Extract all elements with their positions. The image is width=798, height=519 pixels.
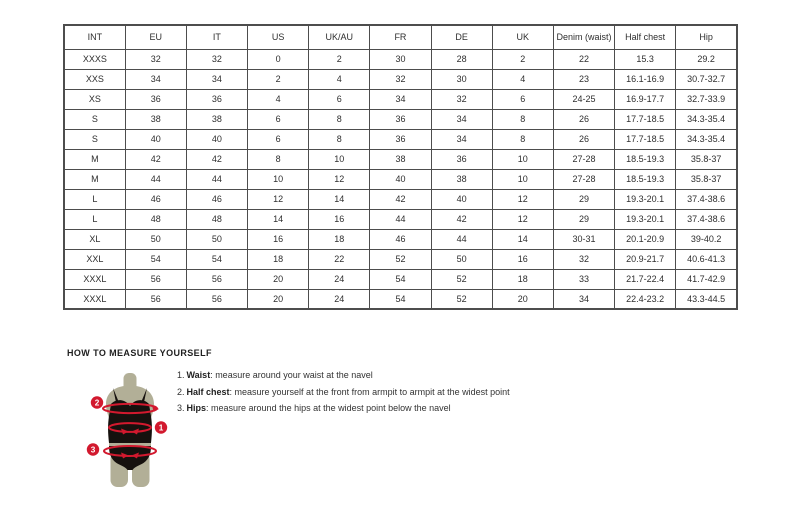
size-cell: 54 — [370, 289, 431, 309]
size-cell: 36 — [370, 129, 431, 149]
size-cell: 18 — [492, 269, 553, 289]
instruction-text: : measure yourself at the front from armpit to armpit at the widest point — [229, 386, 510, 397]
size-cell: 16.9-17.7 — [615, 89, 676, 109]
size-cell: 18.5-19.3 — [615, 149, 676, 169]
size-cell: 32 — [431, 89, 492, 109]
size-cell: 44 — [125, 169, 186, 189]
size-row — [64, 109, 737, 129]
size-cell: 46 — [186, 189, 247, 209]
column-header: Denim (waist) — [553, 25, 614, 49]
size-cell: 40.6-41.3 — [676, 249, 737, 269]
size-cell: 8 — [309, 129, 370, 149]
size-cell: 29 — [553, 209, 614, 229]
size-cell: 26 — [553, 109, 614, 129]
size-cell: 30-31 — [553, 229, 614, 249]
size-chart-table — [63, 24, 738, 310]
size-cell: 44 — [186, 169, 247, 189]
size-cell: L — [64, 189, 125, 209]
size-row — [64, 269, 737, 289]
size-cell: 56 — [125, 269, 186, 289]
size-cell: 0 — [248, 49, 309, 69]
size-cell: 6 — [248, 109, 309, 129]
size-cell: 52 — [431, 269, 492, 289]
size-cell: 52 — [431, 289, 492, 309]
size-cell: S — [64, 129, 125, 149]
size-cell: 30 — [431, 69, 492, 89]
size-cell: 42 — [186, 149, 247, 169]
size-cell: 23 — [553, 69, 614, 89]
size-cell: 46 — [125, 189, 186, 209]
size-cell: 6 — [492, 89, 553, 109]
size-chart-body — [64, 49, 737, 309]
measure-instructions-list — [177, 370, 597, 420]
instruction-term: Waist — [186, 370, 211, 380]
size-cell: 16 — [492, 249, 553, 269]
size-cell: 54 — [186, 249, 247, 269]
size-cell: 52 — [370, 249, 431, 269]
size-cell: 18 — [309, 229, 370, 249]
size-cell: 18.5-19.3 — [615, 169, 676, 189]
instruction-text: : measure around the hips at the widest point below the navel — [206, 403, 451, 413]
size-cell: 15.3 — [615, 49, 676, 69]
size-cell: 34 — [431, 129, 492, 149]
size-cell: 29.2 — [676, 49, 737, 69]
instruction-term: Hips — [186, 403, 207, 413]
size-cell: 43.3-44.5 — [676, 289, 737, 309]
size-cell: 33 — [553, 269, 614, 289]
size-cell: 12 — [492, 209, 553, 229]
size-cell: 4 — [309, 69, 370, 89]
size-row — [64, 149, 737, 169]
column-header: INT — [64, 25, 125, 49]
size-chart-header — [64, 25, 737, 49]
size-cell: 32.7-33.9 — [676, 89, 737, 109]
size-cell: 22 — [553, 49, 614, 69]
measurement-figure — [83, 370, 183, 496]
size-cell: 4 — [492, 69, 553, 89]
size-cell: 12 — [309, 169, 370, 189]
size-cell: 19.3-20.1 — [615, 209, 676, 229]
column-header: UK/AU — [309, 25, 370, 49]
instruction-number: 2. — [177, 386, 185, 397]
size-cell: 2 — [248, 69, 309, 89]
size-cell: 2 — [309, 49, 370, 69]
size-cell: 12 — [492, 189, 553, 209]
chest-badge-number: 2 — [94, 398, 100, 408]
size-cell: 34 — [431, 109, 492, 129]
column-header: FR — [370, 25, 431, 49]
size-cell: 54 — [370, 269, 431, 289]
instruction-number: 3. — [177, 403, 185, 413]
size-cell: 16 — [248, 229, 309, 249]
size-cell: 32 — [370, 69, 431, 89]
size-cell: XXL — [64, 249, 125, 269]
size-cell: 14 — [309, 189, 370, 209]
size-cell: 41.7-42.9 — [676, 269, 737, 289]
size-cell: 17.7-18.5 — [615, 129, 676, 149]
size-cell: 32 — [553, 249, 614, 269]
column-header: Half chest — [615, 25, 676, 49]
size-cell: 50 — [125, 229, 186, 249]
size-cell: XS — [64, 89, 125, 109]
column-header: EU — [125, 25, 186, 49]
size-cell: 21.7-22.4 — [615, 269, 676, 289]
size-cell: 50 — [186, 229, 247, 249]
size-cell: 42 — [431, 209, 492, 229]
size-cell: 48 — [186, 209, 247, 229]
size-cell: 34.3-35.4 — [676, 109, 737, 129]
size-cell: 35.8-37 — [676, 149, 737, 169]
hips-badge-number: 3 — [90, 445, 96, 455]
size-cell: 39-40.2 — [676, 229, 737, 249]
size-cell: 20 — [248, 269, 309, 289]
measure-guide-heading: HOW TO MEASURE YOURSELF — [67, 348, 212, 358]
size-cell: 30 — [370, 49, 431, 69]
mannequin-illustration — [83, 370, 183, 496]
size-cell: 10 — [492, 149, 553, 169]
size-cell: 22.4-23.2 — [615, 289, 676, 309]
size-cell: 10 — [492, 169, 553, 189]
size-cell: 32 — [186, 49, 247, 69]
size-cell: M — [64, 169, 125, 189]
size-cell: 22 — [309, 249, 370, 269]
size-cell: 42 — [370, 189, 431, 209]
size-cell: 10 — [309, 149, 370, 169]
size-cell: 6 — [309, 89, 370, 109]
size-cell: 56 — [186, 269, 247, 289]
size-row — [64, 49, 737, 69]
column-header: IT — [186, 25, 247, 49]
size-cell: 14 — [492, 229, 553, 249]
size-cell: 2 — [492, 49, 553, 69]
column-header: DE — [431, 25, 492, 49]
measure-instruction-hips — [177, 403, 597, 413]
size-cell: 42 — [125, 149, 186, 169]
size-cell: 24 — [309, 269, 370, 289]
size-cell: M — [64, 149, 125, 169]
size-cell: 26 — [553, 129, 614, 149]
size-cell: XXXL — [64, 289, 125, 309]
size-cell: 8 — [492, 109, 553, 129]
size-cell: 17.7-18.5 — [615, 109, 676, 129]
size-row — [64, 209, 737, 229]
size-cell: 38 — [370, 149, 431, 169]
instruction-term: Half chest — [186, 386, 230, 397]
size-cell: 34 — [370, 89, 431, 109]
size-cell: 32 — [125, 49, 186, 69]
size-cell: 27-28 — [553, 169, 614, 189]
size-row — [64, 89, 737, 109]
size-cell: 36 — [431, 149, 492, 169]
measure-instruction-half-chest — [177, 387, 597, 397]
size-row — [64, 169, 737, 189]
waist-badge-number: 1 — [158, 423, 164, 433]
size-cell: 56 — [186, 289, 247, 309]
size-cell: 50 — [431, 249, 492, 269]
size-cell: 16 — [309, 209, 370, 229]
size-cell: 6 — [248, 129, 309, 149]
size-cell: 44 — [431, 229, 492, 249]
size-cell: 16.1-16.9 — [615, 69, 676, 89]
size-row — [64, 189, 737, 209]
size-cell: 20 — [492, 289, 553, 309]
size-cell: 34 — [553, 289, 614, 309]
column-header: UK — [492, 25, 553, 49]
size-cell: 37.4-38.6 — [676, 209, 737, 229]
size-cell: 14 — [248, 209, 309, 229]
size-cell: 10 — [248, 169, 309, 189]
size-cell: 54 — [125, 249, 186, 269]
size-cell: XL — [64, 229, 125, 249]
size-cell: XXXS — [64, 49, 125, 69]
size-cell: 46 — [370, 229, 431, 249]
size-cell: 48 — [125, 209, 186, 229]
size-cell: 36 — [125, 89, 186, 109]
size-cell: 34.3-35.4 — [676, 129, 737, 149]
size-row — [64, 129, 737, 149]
size-cell: 18 — [248, 249, 309, 269]
size-row — [64, 229, 737, 249]
size-cell: 8 — [248, 149, 309, 169]
size-cell: 56 — [125, 289, 186, 309]
size-cell: 27-28 — [553, 149, 614, 169]
size-cell: 40 — [186, 129, 247, 149]
size-cell: 20.1-20.9 — [615, 229, 676, 249]
size-cell: 20 — [248, 289, 309, 309]
size-cell: 35.8-37 — [676, 169, 737, 189]
size-cell: 24 — [309, 289, 370, 309]
size-cell: 38 — [186, 109, 247, 129]
size-cell: 36 — [370, 109, 431, 129]
column-header: US — [248, 25, 309, 49]
header-row — [64, 25, 737, 49]
size-cell: 29 — [553, 189, 614, 209]
size-cell: 37.4-38.6 — [676, 189, 737, 209]
size-cell: 8 — [309, 109, 370, 129]
size-cell: 12 — [248, 189, 309, 209]
size-cell: 40 — [125, 129, 186, 149]
size-cell: 34 — [186, 69, 247, 89]
size-row — [64, 249, 737, 269]
size-cell: 20.9-21.7 — [615, 249, 676, 269]
size-cell: 44 — [370, 209, 431, 229]
size-row — [64, 289, 737, 309]
size-cell: 40 — [370, 169, 431, 189]
size-cell: 28 — [431, 49, 492, 69]
size-cell: XXS — [64, 69, 125, 89]
size-cell: 30.7-32.7 — [676, 69, 737, 89]
size-cell: 34 — [125, 69, 186, 89]
size-cell: XXXL — [64, 269, 125, 289]
size-row — [64, 69, 737, 89]
instruction-number: 1. — [177, 370, 185, 380]
size-cell: 19.3-20.1 — [615, 189, 676, 209]
size-cell: 38 — [431, 169, 492, 189]
column-header: Hip — [676, 25, 737, 49]
size-cell: 24-25 — [553, 89, 614, 109]
size-cell: 8 — [492, 129, 553, 149]
size-cell: 40 — [431, 189, 492, 209]
measure-instruction-waist — [177, 370, 597, 380]
size-cell: L — [64, 209, 125, 229]
size-cell: 38 — [125, 109, 186, 129]
size-cell: 36 — [186, 89, 247, 109]
instruction-text: : measure around your waist at the navel — [210, 370, 373, 380]
size-cell: 4 — [248, 89, 309, 109]
size-cell: S — [64, 109, 125, 129]
